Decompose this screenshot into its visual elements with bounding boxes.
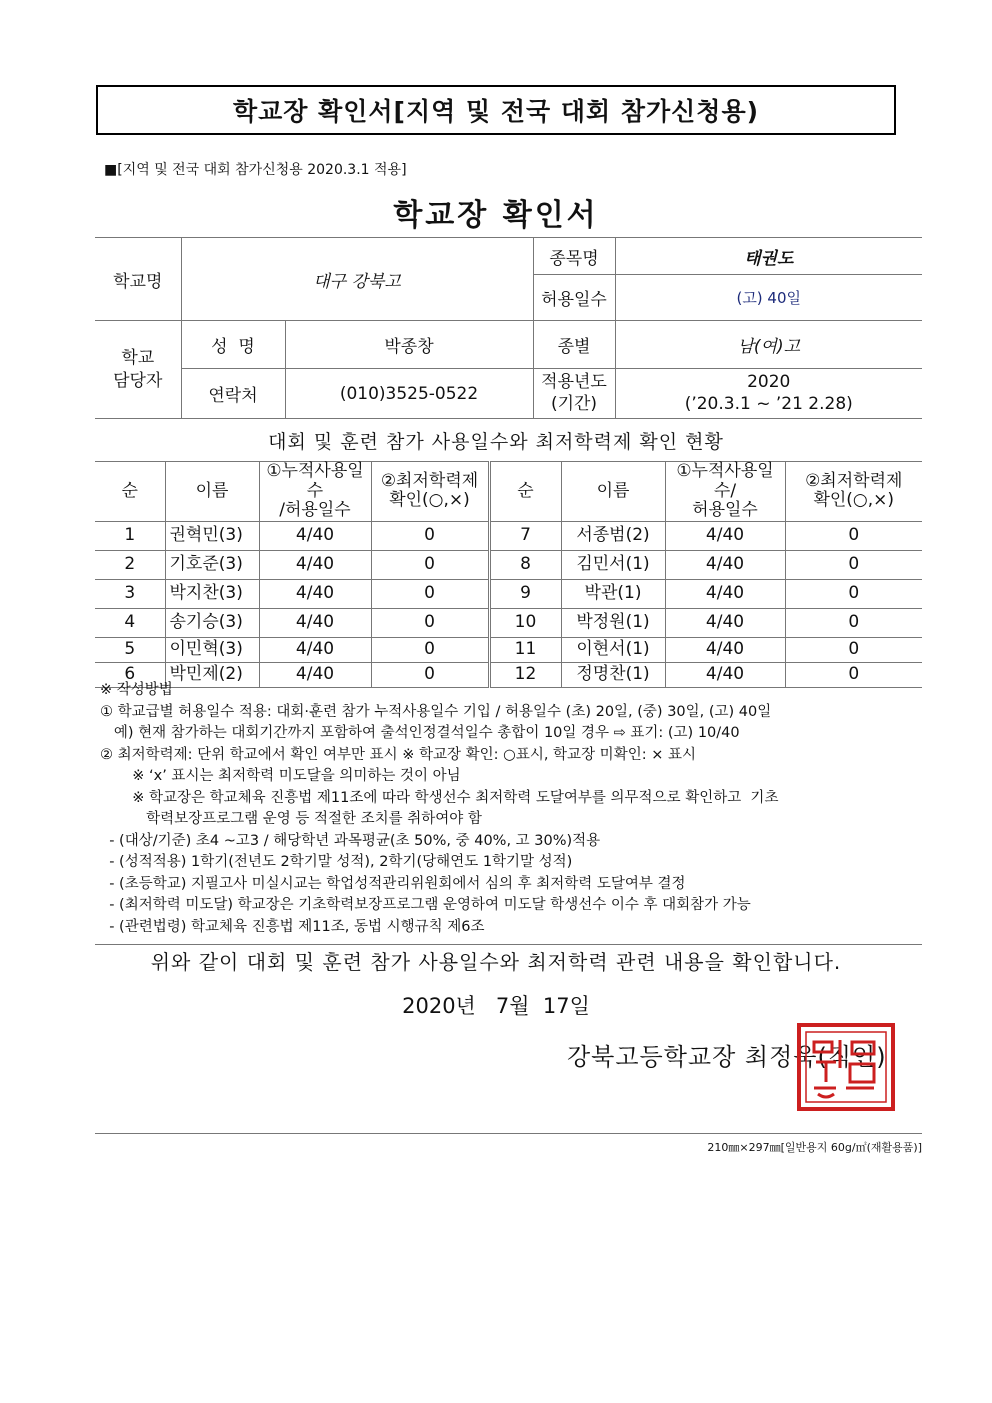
row-days: 4/40 [665,579,785,608]
year-label-line2: (기간) [550,393,598,414]
row-name: 기호준(3) [165,550,259,579]
row-days: 4/40 [259,608,371,637]
paper-spec: 210㎜×297㎜[일반용지 60g/㎡(재활용품)] [707,1141,922,1154]
table-row [95,579,922,608]
row-min: 0 [785,579,922,608]
row-name: 김민서(1) [561,550,665,579]
row-min: 0 [785,637,922,662]
table-row [95,550,922,579]
header-name-right: 이름 [561,462,665,522]
header-days-right-2: 허용일수 [692,500,758,521]
row-name: 이민혁(3) [165,637,259,662]
gender-label: 종별 [533,321,615,369]
row-no: 10 [489,608,561,637]
row-days: 4/40 [259,521,371,550]
row-no: 8 [489,550,561,579]
row-name: 송기승(3) [165,608,259,637]
row-name: 이현서(1) [561,637,665,662]
instruction-line: ※ ‘x’ 표시는 최저학력 미도달을 의미하는 것이 아님 [100,768,461,784]
school-info-table [95,237,922,419]
contact-label-line1: 학교 [121,348,155,369]
phone-label: 연락처 [181,369,285,419]
instruction-line: - (최저학력 미도달) 학교장은 기초학력보장프로그램 운영하여 미도달 학생선수 이수 후 대회참가 가능 [100,897,751,913]
instruction-line: ※ 학교장은 학교체육 진흥법 제11조에 따라 학생선수 최저학력 도달여부를 의무적으로 확인하고 기초 [100,789,779,806]
row-days: 4/40 [665,521,785,550]
row-min: 0 [371,579,489,608]
year-label [533,369,615,419]
contact-person-label [95,321,181,419]
header-days-right-1: ①누적사용일수/ [676,461,774,501]
row-days: 4/40 [259,550,371,579]
row-name: 박관(1) [561,579,665,608]
header-days-right [665,462,785,522]
instruction-line: 학력보장프로그램 운영 등 적절한 조치를 취하여야 함 [100,811,482,827]
page-title: 학교장 확인서 [393,198,599,233]
row-min: 0 [785,662,922,687]
row-name: 서종범(2) [561,521,665,550]
row-days: 4/40 [665,637,785,662]
gender-value: 남(여)고 [615,321,922,369]
table-row [95,637,922,662]
row-name: 박민제(2) [165,662,259,687]
instruction-line: ※ 작성방법 [100,682,173,698]
row-no: 11 [489,637,561,662]
header-no-right: 순 [489,462,561,522]
row-min: 0 [371,637,489,662]
header-days-left-1: ①누적사용일수 [266,461,364,501]
participation-table [95,461,922,688]
row-days: 4/40 [665,550,785,579]
row-min: 0 [785,521,922,550]
row-name: 박정원(1) [561,608,665,637]
row-days: 4/40 [259,637,371,662]
confirmation-statement: 위와 같이 대회 및 훈련 참가 사용일수와 최저학력 관련 내용을 확인합니다. [150,950,842,974]
confirm-divider [95,944,922,945]
instruction-line: 예) 현재 참가하는 대회기간까지 포함하여 출석인정결석일수 총합이 10일 경우 ⇨ 표기: (고) 10/40 [100,725,740,741]
row-min: 0 [785,608,922,637]
table-row [95,608,922,637]
instruction-line: ① 학교급별 허용일수 적용: 대회·훈련 참가 누적사용일수 기입 / 허용일수 (초) 20일, (중) 30일, (고) 40일 [100,703,772,720]
row-no: 9 [489,579,561,608]
footer-divider [95,1133,922,1134]
row-no: 6 [95,662,165,687]
contact-label-line2: 담당자 [113,370,163,391]
instruction-line: - (관련법령) 학교체육 진흥법 제11조, 동법 시행규칙 제6조 [100,918,485,935]
header-days-left [259,462,371,522]
event-label: 종목명 [533,238,615,275]
instruction-line: - (대상/기준) 초4 ~고3 / 해당학년 과목평균(초 50%, 중 40%, 고 30%)적용 [100,832,601,849]
header-min-right [785,462,922,522]
official-seal-stamp [796,1022,896,1112]
row-min: 0 [371,608,489,637]
year-label-line1: 적용년도 [541,372,607,393]
header-min-left [371,462,489,522]
row-days: 4/40 [665,608,785,637]
instruction-line: ② 최저학력제: 단위 학교에서 확인 여부만 표시 ※ 학교장 확인: ○표시, 학교장 미확인: × 표시 [100,746,696,763]
header-min-left-1: ②최저학력제 [380,470,479,491]
name-label: 성 명 [181,321,285,369]
row-days: 4/40 [259,579,371,608]
instruction-line: - (초등학교) 지필고사 미실시교는 학업성적관리위원회에서 심의 후 최저학력 도달여부 결정 [100,875,686,892]
header-days-left-2: /허용일수 [279,500,351,521]
instruction-line: - (성적적용) 1학기(전년도 2학기말 성적), 2학기(당해연도 1학기말 성적) [100,854,573,870]
school-label: 학교명 [95,238,181,321]
row-no: 2 [95,550,165,579]
row-name: 권혁민(3) [165,521,259,550]
name-value: 박종창 [285,321,533,369]
row-no: 12 [489,662,561,687]
row-name: 박지찬(3) [165,579,259,608]
allowed-days-value: (고) 40일 [615,275,922,321]
row-no: 3 [95,579,165,608]
phone-value: (010)3525-0522 [285,369,533,419]
section-title: 대회 및 훈련 참가 사용일수와 최저학력제 확인 현황 [268,431,724,453]
row-days: 4/40 [665,662,785,687]
row-min: 0 [371,521,489,550]
allowed-days-label: 허용일수 [533,275,615,321]
header-name-left: 이름 [165,462,259,522]
row-name: 정명찬(1) [561,662,665,687]
header-min-right-2: 확인(○,×) [813,490,895,511]
school-value: 대구 강북고 [181,238,533,321]
writing-instructions [100,680,930,938]
year-value-period: (’20.3.1 ~ ’21 2.28) [684,393,853,414]
year-value-year: 2020 [747,372,791,393]
applicability-note: ■[지역 및 전국 대회 참가신청용 2020.3.1 적용] [104,162,407,178]
event-value: 태권도 [615,238,922,275]
row-no: 5 [95,637,165,662]
row-no: 7 [489,521,561,550]
table-row [95,521,922,550]
header-min-right-1: ②최저학력제 [805,470,903,491]
row-no: 4 [95,608,165,637]
issue-date: 2020년 7월 17일 [402,994,590,1018]
row-no: 1 [95,521,165,550]
row-days: 4/40 [259,662,371,687]
principal-signature: 강북고등학교장 최정욱(직인) [567,1043,887,1071]
document-header-title: 학교장 확인서[지역 및 전국 대회 참가신청용) [96,85,896,135]
row-min: 0 [785,550,922,579]
row-min: 0 [371,662,489,687]
header-min-left-2: 확인(○,×) [389,490,470,511]
row-min: 0 [371,550,489,579]
header-no-left: 순 [95,462,165,522]
year-value [615,369,922,419]
